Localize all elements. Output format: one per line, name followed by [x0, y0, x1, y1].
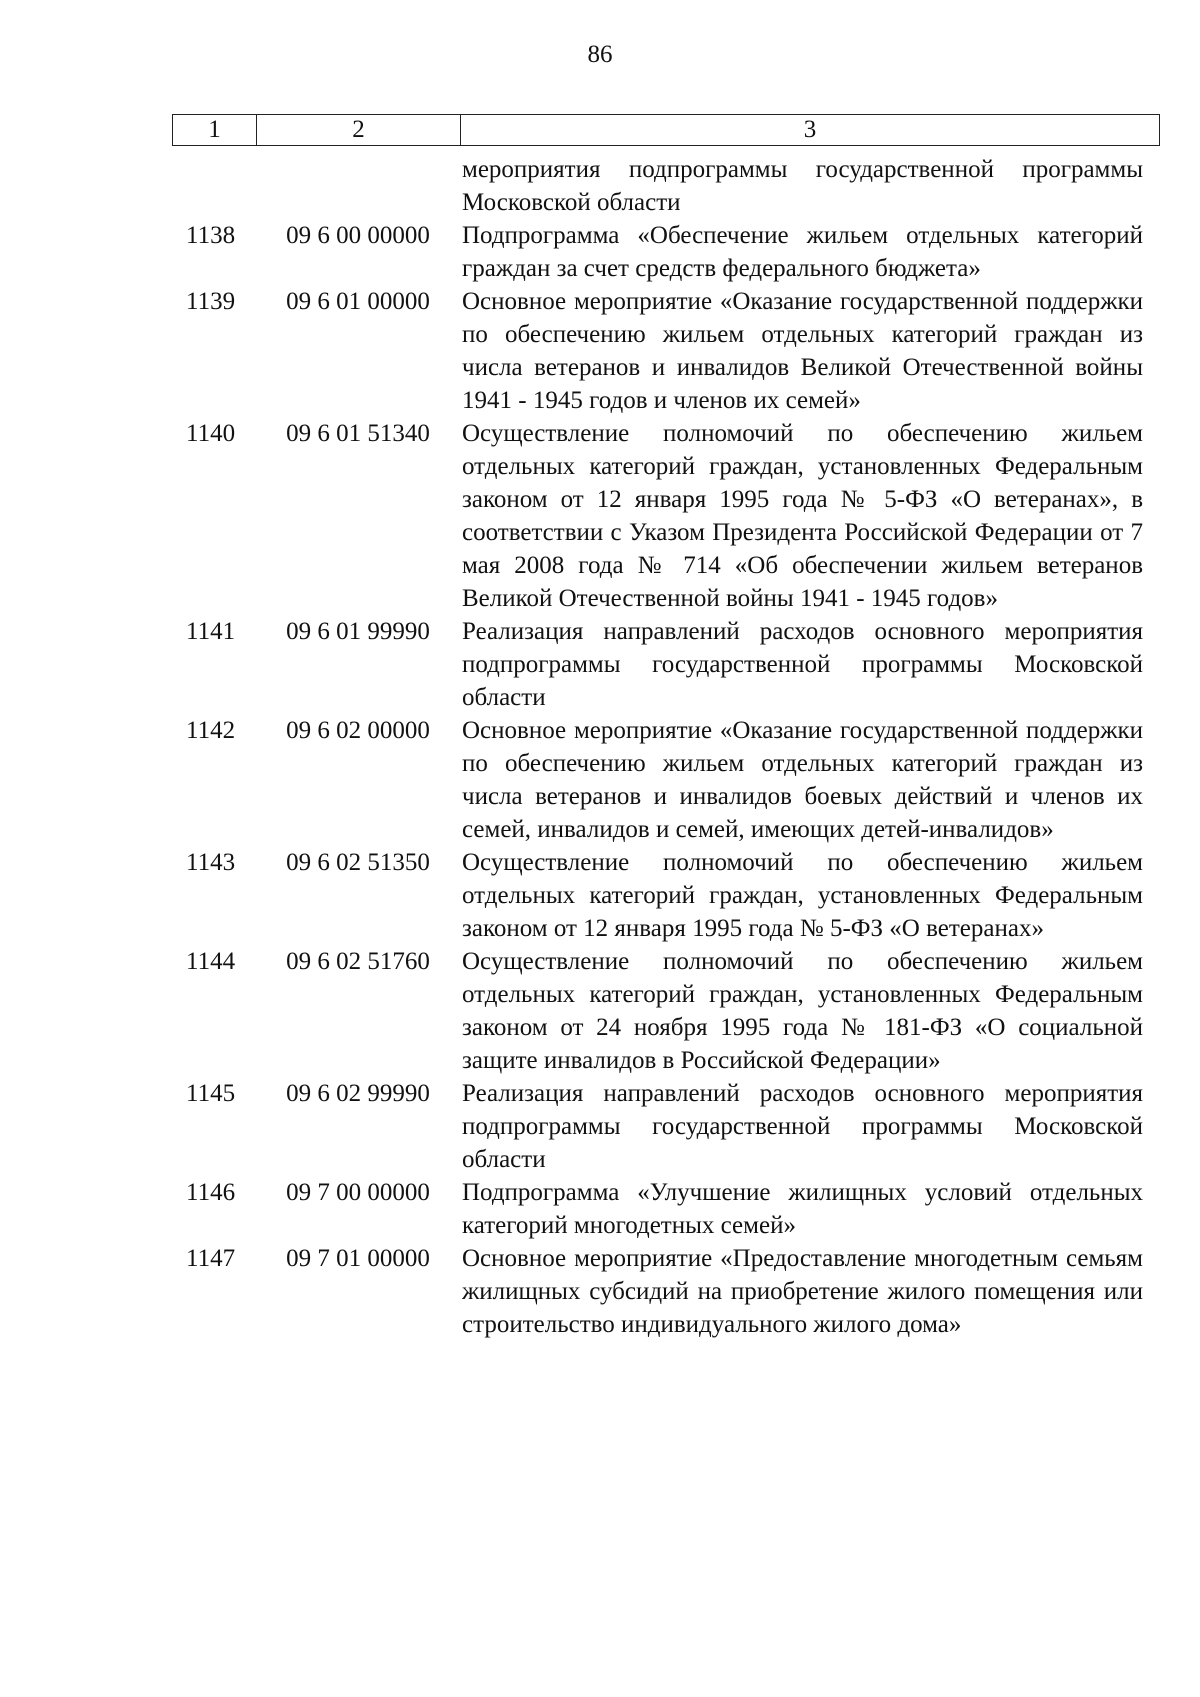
- table-row: [172, 714, 1160, 846]
- table-row: [172, 1176, 1160, 1242]
- table-row: [172, 945, 1160, 1077]
- row-code: 09 7 00 00000: [286, 1179, 430, 1206]
- row-number: 1143: [186, 849, 236, 876]
- row-description: Осуществление полномочий по обеспечению жильем отдельных категорий граждан, установленных Федеральным законом от 24 ноября 1995 года № 181-ФЗ «О социальной защите инвалидов в Российской Федерации»: [462, 948, 1143, 1074]
- table-row: [172, 1077, 1160, 1176]
- row-description: Основное мероприятие «Предоставление многодетным семьям жилищных субсидий на приобретение жилого помещения или строительство индивидуального жилого дома»: [462, 1245, 1143, 1338]
- row-number: 1139: [186, 288, 236, 315]
- row-description: Основное мероприятие «Оказание государственной поддержки по обеспечению жильем отдельных категорий граждан из числа ветеранов и инвалидов Великой Отечественной войны 1941 - 1945 годов и членов их семей»: [462, 288, 1143, 414]
- row-code: 09 6 01 99990: [286, 618, 430, 645]
- row-code: 09 6 02 00000: [286, 717, 430, 744]
- row-code: 09 6 02 51350: [286, 849, 430, 876]
- row-description: мероприятия подпрограммы государственной программы Московской области: [462, 156, 1143, 216]
- table-body: [172, 153, 1160, 1341]
- row-description: Подпрограмма «Обеспечение жильем отдельных категорий граждан за счет средств федерального бюджета»: [462, 222, 1143, 282]
- table-row: [172, 285, 1160, 417]
- table-row: [172, 153, 1160, 219]
- row-code: 09 6 01 51340: [286, 420, 430, 447]
- row-code: 09 6 01 00000: [286, 288, 430, 315]
- row-number: 1146: [186, 1179, 236, 1206]
- row-number: 1141: [186, 618, 236, 645]
- row-description: Осуществление полномочий по обеспечению жильем отдельных категорий граждан, установленных Федеральным законом от 12 января 1995 года № 5-ФЗ «О ветеранах», в соответствии с Указом Президента Российской Федерации от 7 мая 2008 года № 714 «Об обеспечении жильем ветеранов Великой Отечественной войны 1941 - 1945 годов»: [462, 420, 1143, 612]
- row-code: 09 6 02 99990: [286, 1080, 430, 1107]
- table-row: [172, 615, 1160, 714]
- row-number: 1142: [186, 717, 236, 744]
- table-header-col-3: 3: [803, 116, 817, 143]
- row-description: Реализация направлений расходов основного мероприятия подпрограммы государственной программы Московской области: [462, 1080, 1143, 1173]
- table-row: [172, 846, 1160, 945]
- row-number: 1145: [186, 1080, 236, 1107]
- row-code: 09 6 00 00000: [286, 222, 430, 249]
- page-number: 86: [587, 41, 613, 68]
- row-number: 1138: [186, 222, 236, 249]
- row-description: Подпрограмма «Улучшение жилищных условий отдельных категорий многодетных семей»: [462, 1179, 1143, 1239]
- row-number: 1147: [186, 1245, 236, 1272]
- table-header-col-1: 1: [173, 115, 257, 145]
- table-header-col-2: 2: [257, 115, 461, 145]
- table-row: [172, 417, 1160, 615]
- row-code: 09 6 02 51760: [286, 948, 430, 975]
- table-row: [172, 1242, 1160, 1341]
- row-description: Основное мероприятие «Оказание государственной поддержки по обеспечению жильем отдельных категорий граждан из числа ветеранов и инвалидов боевых действий и членов их семей, инвалидов и семей, имеющих детей-инвалидов»: [462, 717, 1143, 843]
- row-number: 1144: [186, 948, 236, 975]
- table-header: [172, 114, 1160, 146]
- row-number: 1140: [186, 420, 236, 447]
- row-description: Реализация направлений расходов основного мероприятия подпрограммы государственной программы Московской области: [462, 618, 1143, 711]
- row-code: 09 7 01 00000: [286, 1245, 430, 1272]
- row-description: Осуществление полномочий по обеспечению жильем отдельных категорий граждан, установленных Федеральным законом от 12 января 1995 года № 5-ФЗ «О ветеранах»: [462, 849, 1143, 942]
- table-row: [172, 219, 1160, 285]
